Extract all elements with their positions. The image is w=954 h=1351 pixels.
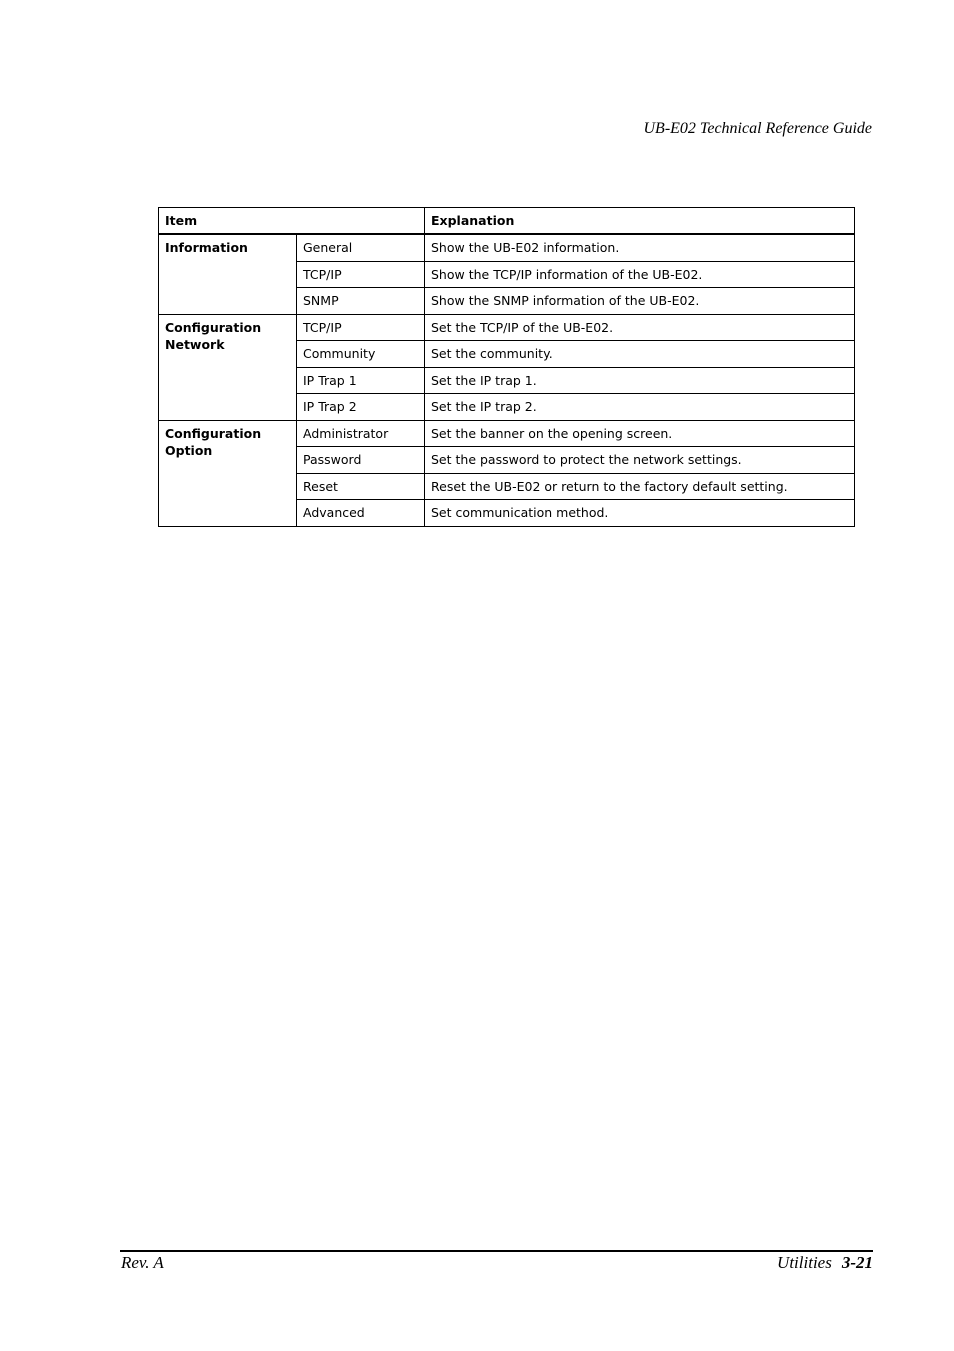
table-row xyxy=(159,314,855,341)
group-name-line1: Configuration xyxy=(165,425,262,441)
explanation-cell: Reset the UB-E02 or return to the factory default setting. xyxy=(425,473,855,500)
utilities-table xyxy=(158,207,855,527)
explanation-cell: Set the TCP/IP of the UB-E02. xyxy=(425,314,855,341)
explanation-cell: Set the IP trap 2. xyxy=(425,394,855,421)
item-cell: IP Trap 2 xyxy=(297,394,425,421)
table-row xyxy=(159,420,855,447)
explanation-cell: Show the UB-E02 information. xyxy=(425,234,855,261)
table-row xyxy=(159,234,855,261)
header-explanation: Explanation xyxy=(425,208,855,235)
footer-divider xyxy=(120,1250,873,1252)
group-configuration-network xyxy=(159,314,297,420)
item-cell: Reset xyxy=(297,473,425,500)
table-header-row xyxy=(159,208,855,235)
group-configuration-option xyxy=(159,420,297,526)
explanation-cell: Set the IP trap 1. xyxy=(425,367,855,394)
item-cell: General xyxy=(297,234,425,261)
explanation-cell: Set the password to protect the network settings. xyxy=(425,447,855,474)
explanation-cell: Set the banner on the opening screen. xyxy=(425,420,855,447)
group-information: Information xyxy=(159,234,297,314)
item-cell: TCP/IP xyxy=(297,314,425,341)
explanation-cell: Set communication method. xyxy=(425,500,855,527)
item-cell: Password xyxy=(297,447,425,474)
explanation-cell: Show the TCP/IP information of the UB-E02. xyxy=(425,261,855,288)
header-item: Item xyxy=(159,208,425,235)
item-cell: IP Trap 1 xyxy=(297,367,425,394)
item-cell: SNMP xyxy=(297,288,425,315)
group-name-line1: Configuration xyxy=(165,319,262,335)
footer-page-number: 3-21 xyxy=(841,1253,873,1272)
item-cell: TCP/IP xyxy=(297,261,425,288)
group-name-line2: Option xyxy=(165,442,213,458)
explanation-cell: Set the community. xyxy=(425,341,855,368)
item-cell: Community xyxy=(297,341,425,368)
group-name-line2: Network xyxy=(165,336,225,352)
item-cell: Advanced xyxy=(297,500,425,527)
page-header-title: UB-E02 Technical Reference Guide xyxy=(643,120,872,137)
item-cell: Administrator xyxy=(297,420,425,447)
explanation-cell: Show the SNMP information of the UB-E02. xyxy=(425,288,855,315)
footer-revision: Rev. A xyxy=(121,1253,164,1272)
footer-section: Utilities xyxy=(777,1253,832,1272)
footer-page-info xyxy=(777,1253,873,1273)
